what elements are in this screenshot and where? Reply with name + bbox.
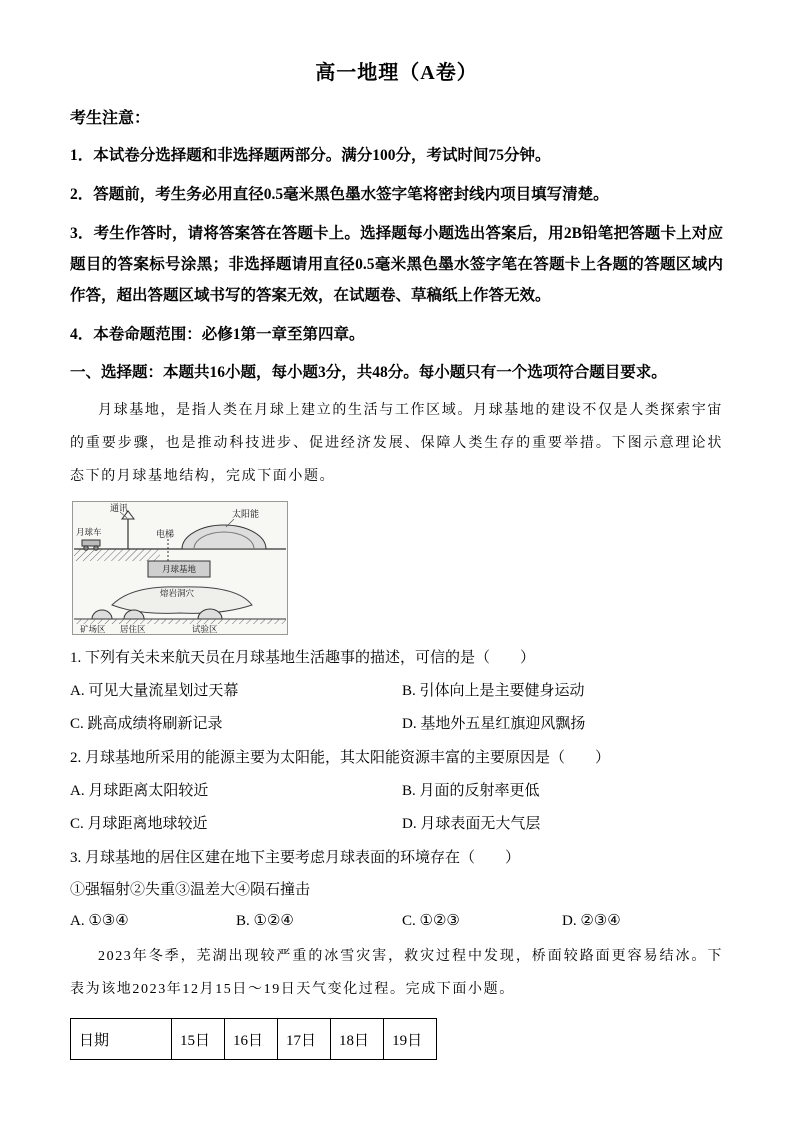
page-title: 高一地理（A卷） [315,62,478,84]
label-solar: 太阳能 [232,509,260,519]
notice-item-3: 3．考生作答时，请将答案答在答题卡上。选择题每小题选出答案后，用2B铅笔把答题卡上对应题目的答案标号涂黑；非选择题请用直径0.5毫米黑色墨水签字笔在答题卡上各题的答题区域内作答，超出答题区域书写的答案无效，在试题卷、草稿纸上作答无效。 [70,225,723,304]
table-cell-day-19: 19日 [384,1019,437,1060]
notice-item-2: 2．答题前，考生务必用直径0.5毫米黑色墨水签字笔将密封线内项目填写清楚。 [70,186,609,203]
question-1-option-d: D. 基地外五星红旗迎风飘扬 [402,716,586,732]
question-3-stem: 3. 月球基地的居住区建在地下主要考虑月球表面的环境存在（ ） [70,850,521,866]
question-2-stem: 2. 月球基地所采用的能源主要为太阳能，其太阳能资源丰富的主要原因是（ ） [70,750,611,766]
question-3-option-c: C. ①②③ [402,913,460,929]
question-3-items: ①强辐射②失重③温差大④陨石撞击 [70,882,311,898]
notice-item-4: 4．本卷命题范围：必修1第一章至第四章。 [70,326,365,343]
table-cell-day-15: 15日 [172,1019,225,1060]
table-cell-day-18: 18日 [331,1019,384,1060]
rover-body-icon [82,540,100,546]
lower-ground-hatch [74,619,286,624]
weather-table [70,1018,437,1060]
question-2-option-a: A. 月球距离太阳较近 [70,783,209,799]
lunar-surface-left [74,549,160,561]
question-3-option-d: D. ②③④ [562,913,621,929]
label-base: 月球基地 [162,564,197,574]
question-3-option-a: A. ①③④ [70,913,129,929]
label-zone1: 矿场区 [80,624,106,634]
label-elevator: 电梯 [156,529,175,539]
label-lava: 熔岩洞穴 [160,588,195,598]
table-cell-date-label: 日期 [71,1019,172,1060]
question-3-options [70,905,723,938]
question-1-option-c: C. 跳高成绩将刷新记录 [70,716,223,732]
question-3-option-b: B. ①②④ [236,913,294,929]
section-header: 一、选择题：本题共16小题，每小题3分，共48分。每小题只有一个选项符合题目要求。 [70,364,667,381]
question-1-option-b: B. 引体向上是主要健身运动 [402,683,585,699]
table-header-row [71,1019,437,1060]
label-zone2: 居住区 [120,624,146,634]
label-comm: 通讯 [110,503,129,513]
label-rover: 月球车 [76,527,102,537]
question-2-options [70,775,723,841]
passage-moon-base: 月球基地，是指人类在月球上建立的生活与工作区域。月球基地的建设不仅是人类探索宇宙的重要步骤，也是推动科技进步、促进经济发展、保障人类生存的重要举措。下图示意理论状态下的月球基地结构，完成下面小题。 [70,403,723,484]
label-zone3: 试验区 [192,624,218,634]
question-1-options [70,675,723,741]
question-2-option-d: D. 月球表面无大气层 [402,816,541,832]
notice-header: 考生注意： [70,110,151,127]
question-1-stem: 1. 下列有关未来航天员在月球基地生活趣事的描述，可信的是（ ） [70,650,536,666]
question-1-option-a: A. 可见大量流星划过天幕 [70,683,239,699]
rover-wheel [94,546,98,550]
table-cell-day-17: 17日 [278,1019,331,1060]
question-2-option-c: C. 月球距离地球较近 [70,816,208,832]
rover-wheel [84,546,88,550]
question-2-option-b: B. 月面的反射率更低 [402,783,540,799]
notice-item-1: 1．本试卷分选择题和非选择题两部分。满分100分，考试时间75分钟。 [70,147,551,164]
lunar-base-figure [72,501,288,635]
passage-weather: 2023年冬季，芜湖出现较严重的冰雪灾害，救灾过程中发现，桥面较路面更容易结冰。下表为该地2023年12月15日～19日天气变化过程。完成下面小题。 [70,949,723,997]
lunar-base-diagram [72,501,288,635]
table-cell-day-16: 16日 [225,1019,278,1060]
